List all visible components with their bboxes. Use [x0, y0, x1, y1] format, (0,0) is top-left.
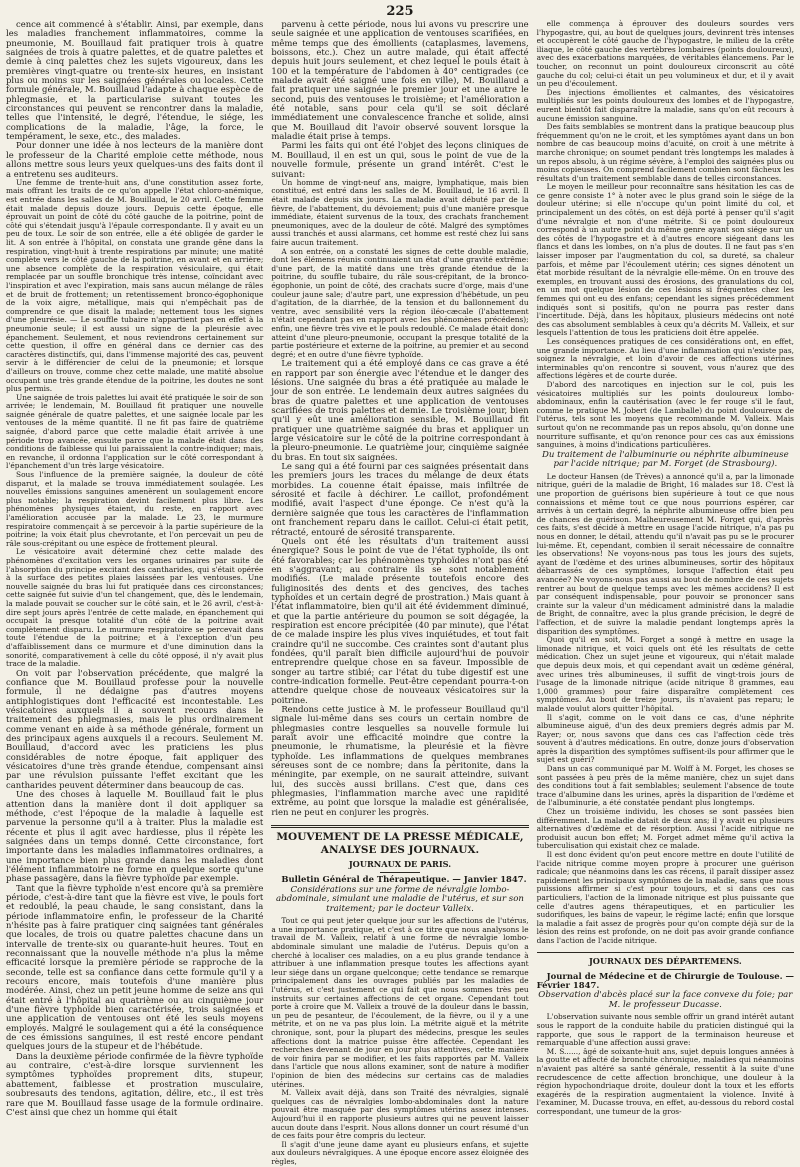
column-1 [6, 20, 263, 1130]
section-divider [271, 825, 528, 828]
paragraph: Il est donc évident qu'on peut encore mettre en doute l'utilité de l'acide nitrique comme moyen propre à procurer une guérison radicale; que néanmoins dans les cas récens, il paraît dissiper assez rapidement les principaux symptômes de la maladie, sans que nous puissions affirmer si c'est pour toujours, et si dans ces cas particuliers, l'action de la limonade nitrique est plus puissante que celle d'autres agens thérapeutiques, et en particulier les sudorifiques, les bains de vapeur, le régime lacté; enfin que lorsque la maladie a fait assez de progrès pour qu'on compte déjà sur de la lésion des reins est profonde, on ne doit pas avoir grande confiance dans l'action de l'acide nitrique. [536, 850, 794, 945]
paragraph: Dans un cas communiqué par M. Wolff à M. Forget, les choses se sont passées à peu près de la même manière, chez un sujet dans des conditions tout à fait semblables; seulement l'absence de toute trace d'albumine dans les urines, après la disparition de l'œdème et de l'albuminurie, a été constatée pendant plus longtemps. [536, 764, 794, 808]
paragraph: Des faits semblables se montrent dans la pratique beaucoup plus fréquemment qu'on ne le croit, et les symptômes ayant dans un bon nombre de cas beaucoup moins d'acuité, on croit à une métrite à marche chronique; on soumet pendant très longtemps les malades à un repos absolu, à un régime sévère, à l'emploi des saignées plus ou moins copieuses. On comprend facilement combien sont fâcheux les résultats d'un traitement semblable dans de telles circonstances. [536, 122, 794, 183]
paragraph: Il s'agit d'une jeune dame ayant eu plusieurs enfans, et sujette aux douleurs névralgiques. A une époque encore assez éloignée des règles, [271, 1139, 529, 1166]
title-underline [645, 969, 685, 970]
subsection-title-text: JOURNAUX DES DÉPARTEMENS. [588, 955, 742, 966]
page-number: 225 [386, 4, 414, 19]
column-3 [537, 20, 794, 1130]
paragraph: cence ait commencé à s'établir. Ainsi, par exemple, dans les maladies franchement inflammatoires, comme la pneumonie, M. Bouillaud fait pratiquer trois à quatre saignées de trois à quatre palettes, et de quatre palettes et demie à cinq palettes chez les sujets vigoureux, dans les premières vingt-quatre ou trente-six heures, en insistant plus ou moins sur les saignées générales ou locales. Cette formule générale, M. Bouillaud l'adapte à chaque espèce de phlegmasie, et la particularise suivant toutes les circonstances qui peuvent se rencontrer dans la maladie, telles que l'intensité, le degré, l'étendue, le siége, les complications de la maladie, l'âge, la force, le tempérament, le sexe, etc., des malades. [6, 19, 264, 142]
paragraph: D'abord des narcotiques en injection sur le col, puis les vésicatoires multipliés sur les points douloureux lombo-abdominaux, enfin la cautérisation (avec le fer rouge s'il le faut, comme le pratique M. Jobert (de Lamballe) du point douloureux de l'utérus, tels sont les moyens que recommande M. Valleix. Mais surtout qu'on ne recommande pas un repos absolu, qu'on donne une nourriture suffisante, et qu'on renonce pour ces cas aux émissions sanguines, à moins d'indications particulières. [536, 379, 794, 450]
paragraph: Le moyen le meilleur pour reconnaître sans hésitation les cas de ce genre consiste 1° à noter avec le plus grand soin le siége de la douleur utérine; si elle n'occupe qu'un point limité du col, et principalement un des côtés, on est déjà porté à penser qu'il s'agit d'une névralgie et non d'une métrite. Si ce point douloureux correspond à un autre point du même genre ayant son siége sur un des côtés de l'hypogastre et à d'autres encore siégeant dans les flancs et dans les lombes, on n'a plus de doutes. Il ne faut pas s'en laisser imposer par l'augmentation du col, sa dureté, sa chaleur parfois, et même par l'écoulement utérin; ces signes dénotent un état morbide résultant de la névralgie elle-même. On en trouve des exemples, en trouvant aussi des érosions, des granulations du col, en un mot quelque lésion de ces lésions si fréquentes chez les femmes qui ont eu des enfans; cependant les signes précédemment indiqués sont si positifs, qu'on ne pourra pas rester dans l'incertitude. Déjà, dans les hôpitaux, plusieurs médecins ont noté des cas absolument semblables à ceux qu'a décrits M. Valleix, et sur lesquels l'attention de tous les praticiens doit être appelée. [536, 182, 794, 338]
journal-source: Journal de Médecine et de Chirurgie de Toulouse. — Février 1847. [536, 970, 794, 990]
journal-source: Bulletin Général de Thérapeutique. — Janvier 1847. [281, 874, 527, 885]
paragraph: M. Valleix avait déjà, dans son Traité des névralgies, signalé quelques cas de névralgies lombo-abdominales dont la nature pouvait être masquée par des symptômes utérins assez intenses. Aujourd'hui il en rapporte plusieurs autres qui ne peuvent laisser aucun doute dans l'esprit. Nous allons donner un court résumé d'un de ces faits pour être compris du lecteur. [271, 1088, 529, 1141]
paragraph: Les conséquences pratiques de ces considérations ont, en effet, une grande importance. Au lieu d'une inflammation qui n'existe pas, soignez la névralgie, et loin d'avoir de ces affections utérines interminables qu'on rencontre si souvent, vous n'aurez que des affections légères et de courte durée. [536, 336, 794, 381]
paragraph: Il s'agit, comme on le voit dans ce cas, d'une néphrite albumineuse aiguë, d'un des deux premiers degrés admis par M. Rayer; or, nous savons que dans ces cas l'affection cède très souvent à d'autres médications. En outre, donze jours d'observation après la disparition des symptômes suffisent-ils pour affirmer que le sujet est guéri? [536, 712, 794, 765]
title-underline [380, 872, 420, 873]
subsection-title [271, 859, 528, 873]
paragraph: M. S......, âgé de soixante-huit ans, sujet depuis longues années à la goutte et affecté de bronchite chronique, maladies qui néanmoins n'avaient pas altéré sa santé générale, ressentit à la suite d'une recrudescence de cette affection bronchique, une douleur à la région hypochondriaque droite, douleur dont la toux et les efforts exagérés de la respiration augmentaient la violence. Invité à l'examiner, M. Ducasse trouva, en effet, au-dessous du rebord costal correspondant, une tumeur de la gros- [536, 1046, 794, 1116]
paragraph: Parmi les faits qui ont été l'objet des leçons cliniques de M. Bouillaud, il en est un qui, sous le point de vue de la nouvelle formule, présente un grand intérêt. C'est le suivant: [271, 140, 529, 179]
article-title: Observation d'abcès placé sur la face convexe du foie; par M. le professeur Ducasse. [538, 990, 793, 1010]
paragraph: Des injections émollientes et calmantes, des vésicatoires multipliés sur les points douloureux des lombes et de l'hypogastre, eurent bientôt fait disparaître la maladie, sans qu'on eût recours à aucune émission sanguine. [536, 87, 794, 123]
paragraph: Dans la deuxième période confirmée de la fièvre typhoïde au contraire, c'est-à-dire lorsque surviennent les symptômes typhoïdes proprement dits, stupeur, abattement, faiblesse et prostration musculaire, soubresauts des tendons, agitation, délire, etc., il est très rare que M. Bouillaud fasse usage de la formule ordinaire. C'est ainsi que chez un homme qui était [6, 1050, 264, 1117]
subsection-title [537, 956, 794, 970]
paragraph: Pour donner une idée à nos lecteurs de la manière dont le professeur de la Charité emploie cette méthode, nous allons mettre sous leurs yeux quelques-uns des faits dont il a entretenu ses auditeurs. [6, 140, 264, 179]
section-divider [537, 952, 794, 953]
paragraph: elle commença à éprouver des douleurs sourdes vers l'hypogastre, qui, au bout de quelques jours, devinrent très intenses et occupèrent le côté gauche de l'hypogastre, le milieu de la crête iliaque, le côté gauche des vertèbres lombaires (points douloureux), avec des exacerbations marquées, de véritables élancemens. Par le toucher, on reconnut un point douloureux circonscrit au côté gauche du col; celui-ci était un peu volumineux et dur, et il y avait un peu d'écoulement. [536, 19, 794, 89]
paragraph: On voit par l'observation précédente, que malgré la confiance que M. Bouillaud professe pour la nouvelle formule, il ne dédaigne pas d'autres moyens antiphlogistiques dont l'efficacité est incontestable. Les vésicatoires auxquels il a souvent recours dans le traitement des phlegmasies, mais le plus ordinairement comme venant en aide à sa méthode générale, forment un des principaux agens auxquels il a recours. Seulement M. Bouillaud, d'accord avec les praticiens les plus considérables de notre époque, fait appliquer des vésicatoires d'une très grande étendue, compensant ainsi par une révulsion puissante l'effet excitant que les cantharides peuvent déterminer dans beaucoup de cas. [6, 667, 264, 790]
paragraph: parvenu à cette période, nous lui avons vu prescrire une seule saignée et une application de ventouses scarifiées, en même temps que des émollients (cataplasmes, lavemens, boissons, etc.). Chez un autre malade, qui était affecté depuis huit jours seulement, et chez lequel le pouls était à 100 et la température de l'abdomen à 40° centigrades (ce malade avait été saigné une fois en ville), M. Bouillaud a fait pratiquer une saignée le premier jour et une autre le second, puis des ventouses le troisième; et l'amélioration a été notable, sans pour cela qu'il se soit déclaré immédiatement une convalescence franche et solide, ainsi que M. Bouillaud dit l'avoir observé souvent lorsque la maladie était prise à temps. [271, 19, 529, 142]
paragraph: Chez un troisième individu, les choses se sont passées bien différemment. La maladie datait de deux ans; il y avait eu plusieurs alternatives d'œdème et de résorption. Aussi l'acide nitrique ne produisit aucun bon effet; M. Forget admet même qu'il activa la tuberculisation qui existait chez ce malade. [536, 807, 794, 851]
case-report-paragraph: Le vésicatoire avait déterminé chez cette malade des phénomènes d'excitation vers les organes urinaires par suite de l'absorption du principe excitant des cantharides, qui s'était opérée à la surface des petites plaies laissées par les ventouses. Une nouvelle saignée du bras lui fut pratiquée dans ces circonstances; cette saignée fut suivie d'un tel changement, que, dès le lendemain, la malade pouvait se coucher sur le côté sain, et le 26 avril, c'est-à-dire sept jours après l'entrée de cette malade, en épanchement qui occupait la presque totalité d'un côté de la poitrine avait complètement disparu. Le murmure respiratoire se percevait dans toute l'étendue de la poitrine; et à l'exception d'un peu d'affaiblissement dans ce murmure et d'une diminution dans la sonorité, comparativement à celle du côté opposé, il n'y avait plus trace de la maladie. [6, 547, 264, 669]
paragraph: L'observation suivante nous semble offrir un grand intérêt autant sous le rapport de la conduite habile du praticien distingué qui la rapporte, que sous le rapport de la terminaison heureuse et remarquable d'une affection aussi grave: [536, 1012, 794, 1048]
case-report-paragraph: Un homme de vingt-neuf ans, maigre, lymphatique, mais bien constitué, est entré dans les salles de M. Bouillaud, le 16 avril. Il était malade depuis six jours. La maladie avait débuté par de la fièvre, de l'abattement, du dévoiement; puis d'une manière presque immédiate, étaient survenus de la toux, des crachats franchement pneumoniques, avec de la douleur de côté. Malgré des symptômes aussi tranchés et aussi alarmans, cet homme est resté chez lui sans faire aucun traitement. [271, 177, 529, 247]
paragraph: Une des choses à laquelle M. Bouillaud fait le plus attention dans la manière dont il doit appliquer sa méthode, c'est l'époque de la maladie à laquelle est parvenue la personne qu'il a à traiter. Plus la maladie est récente et plus il agit avec hardiesse, plus il répète les saignées dans un temps donné. Cette circonstance, fort importante dans les maladies inflammatoires ordinaires, a une importance bien plus grande dans les maladies dont l'élément inflammatoire ne forme en quelque sorte qu'une phase passagère, dans la fièvre typhoïde par exemple. [6, 789, 264, 884]
column-2 [271, 19, 529, 1166]
paragraph: Quels ont été les résultats d'un traitement aussi énergique? Sous le point de vue de l'état typhoïde, ils ont été favorables; car les phénomènes typhoïdes n'ont pas été en s'aggravant; au contraire ils se sont notablement modifiés. (Le malade présente toutefois encore des fuliginosités des dents et des gencives, des taches typhoïdes et un certain degré de prostration.) Mais quant à l'état inflammatoire, bien qu'il ait été évidemment diminué, et que la partie antérieure du poumon se soit dégagée, la respiration est encore précipitée (40 par minute), que l'état de ce malade inspire les plus vives inquiétudes, et tout fait craindre qu'il ne succombe. Ces craintes sont d'autant plus fondées, qu'il paraît bien difficile aujourd'hui de pouvoir entreprendre quelque chose en sa faveur. Impossible de songer au tartre stibié; car l'état du tube digestif est une contre-indication formelle. Peut-être cependant pourra-t-on attendre quelque chose de nouveaux vésicatoires sur la poitrine. [271, 535, 529, 705]
paragraph: Le traitement qui a été employé dans ce cas grave a été en rapport par son énergie avec l'étendue et le danger des lésions. Une saignée du bras a été pratiquée au malade le jour de son entrée. Le lendemain deux autres saignées du bras de quatre palettes et une application de ventouses scarifiées de trois palettes et demie. Le troisième jour, bien qu'il y eût une amélioration sensible, M. Bouillaud fit pratiquer une quatrième saignée du bras et appliquer un large vésicatoire sur le côté de la poitrine correspondant à la pleuro-pneumonie. Le quatrième jour, cinquième saignée du bras. En tout six saignées. [271, 358, 529, 462]
case-report-paragraph: Sous l'influence de la première saignée, la douleur de côté disparut, et la malade se trouva immédiatement soulagée. Les nouvelles émissions sanguines amenèrent un soulagement encore plus notable; la respiration devint facilement plus libre. Les phénomènes physiques étaient, du reste, en rapport avec l'amélioration accusée par la malade. Le 23, le murmure respiratoire commençait à se percevoir à la partie supérieure de la poitrine; la voix était plus chevrotante, et l'on percevait un peu de râle sous-crépitant ou une espèce de frottement pleural. [6, 470, 264, 548]
columns [6, 19, 794, 1166]
paragraph: Le docteur Hansen (de Trèves) a annoncé qu'il a, par la limonade nitrique, guéri de la maladie de Bright, 16 malades sur 18. C'est là une proportion de guérisons bien supérieure à tout ce que nous connaissions et même tout ce que nous pourrions espérer, car arrivés à un certain degré, la néphrite albumineuse offre bien peu de chances de guérison. Malheureusement M. Forget qui, d'après ces faits, s'est décidé à mettre en usage l'acide nitrique, n'a pas pu nous en donner, le détail, attendu qu'il n'avait pas pu se le procurer lui-même. Et, cependant, combien il serait nécessaire de connaître les observations! Ne voyons-nous pas tous les jours des sujets, ayant de l'œdème et des urines albumineuses, sortir des hôpitaux débarrassés de ces symptômes, lorsque l'affection était peu avancée? Ne voyons-nous pas aussi au bout de nombre de ces sujets rentrer au bout de quelque temps avec les mêmes accidens? Il est par conséquent indispensable, pour pouvoir se prononcer sans crainte sur la valeur d'un médicament administré dans la maladie de Bright, de connaître, avec la plus grande précision, le degré de l'affection, et de suivre la maladie pendant longtemps après la disparition des symptômes. [536, 471, 794, 636]
paragraph: Rendons cette justice à M. le professeur Bouillaud qu'il signale lui-même dans ses cours un certain nombre de phlegmasies contre lesquelles sa nouvelle formule lui paraît avoir une efficacité moindre que contre la pneumonie, le rhumatisme, la pleurésie et la fièvre typhoïde. Les inflammations de quelques membranes séreuses sont de ce nombre; dans la péritonite, dans la méningite, par exemple, on ne saurait atteindre, suivant lui, des succès aussi brillans. C'est que, dans ces phlegmasies, l'inflammation marche avec une rapidité extrême, au point que lorsque la maladie est généralisée, rien ne peut en conjurer les progrès. [271, 704, 529, 817]
article-title: Considérations sur une forme de névralgie lombo-abdominale, simulant une maladie de l'utérus, et sur son traitement; par le docteur Valleix. [276, 884, 524, 914]
article-title: Du traitement de l'albuminurie ou néphrite albumineuse par l'acide nitrique; par M. Forget (de Strasbourg). [541, 449, 789, 470]
subsection-title-text: JOURNAUX DE PARIS. [348, 859, 452, 870]
paragraph: Tout ce qui peut jeter quelque jour sur les affections de l'utérus, a une importance pratique, et c'est à ce titre que nous analysons le travail de M. Valleix, relatif à une forme de névralgie lombo-abdominale simulant une maladie de l'utérus. Depuis qu'on a cherché à localiser ces maladies, on a eu plus grande tendance à attribuer à une inflammation presque toutes les affections ayant leur siége dans un organe quelconque; cette tendance se remarque principalement dans les ouvrages publiés par les maladies de l'utérus, et c'est justement ce qui fait que nous sommes très peu instruits sur certaines affections de cet organe. Cependant tout porte à croire que M. Valleix a trouvé de la douleur dans le bassin, un peu de pesanteur, de l'écoulement, de la fièvre, ou il y a une métrite, et on ne va pas plus loin. La métrite aiguë et la métrite chronique, sont, pour la plupart des médecins, presque les seules affections dont la matrice puisse être affectée. Cependant les recherches devenant de jour en jour plus attentives, cette manière de voir finira par se modifier, et les faits rapportés par M. Valleix dans l'article que nous allons examiner, sont de nature à modifier l'opinion de bien des médecins sur certains cas de maladies utérines. [271, 916, 529, 1089]
section-title: MOUVEMENT DE LA PRESSE MÉDICALE, ANALYSE DES JOURNAUX. [276, 831, 524, 857]
case-report-paragraph: Une saignée de trois palettes lui avait été pratiquée le soir de son arrivée; le lendemain, M. Bouillaud fit pratiquer une nouvelle saignée générale de quatre palettes, et une saignée locale par les ventouses de la même quantité. Il ne fit pas faire de quatrième saignée, d'abord parce que cette maladie était arrivée à une période trop avancée, ensuite parce que la malade était dans des conditions de faiblesse qui lui paraissaient la contre-indiquer; mais, en revanche, il ordonna l'application sur le côté correspondant à l'épanchement d'un très large vésicatoire. [6, 392, 264, 471]
case-report-paragraph: Une femme de trente-huit ans, d'une constitution assez forte, mais offrant les traits de ce qu'on appelle l'état chloro-anémique, est entrée dans les salles de M. Bouillaud, le 20 avril. Cette femme était malade depuis douze jours. Depuis cette époque, elle éprouvait un point de côté du côté gauche de la poitrine, point de côté qui s'étendait jusqu'à l'épaule correspondante. Il y avait eu un peu de toux. Le soir de son entrée, elle a été obligée de garder le lit. A son entrée à l'hôpital, on constata une grande gêne dans la respiration, vingt-huit à trente respirations par minute; une matité complète vers le côté gauche de la poitrine, en avant et en arrière; une absence complète de la respiration vésiculaire, qui était remplacée par un souffle bronchique très intense, coïncidant avec l'inspiration et avec l'expiration, mais sans aucun mélange de râles et de bruit de frottement; un retentissement bronco-égophonique de la voix aigre, métallique, mais qui n'empêchait pas de comprendre ce que disait la malade; nettement tous les signes d'une pleurésie. — Le souffle tubaire n'appartient pas en effet à la pneumonie seule; il est aussi un signe de la pleurésie avec épanchement. Seulement, et nous reviendrons certainement sur cette question, il offre en général dans ce dernier cas des caractères distinctifs, qui, dans l'immense majorité des cas, peuvent servir à le différencier de celui de la pneumonie; et lorsque d'ailleurs on trouve, comme chez cette malade, une matité absolue occupant une très grande étendue de la poitrine, les doutes ne sont plus permis. [6, 177, 264, 394]
paragraph: Le sang qui a été fourni par ces saignées présentait dans les premiers jours les traces du mélange de deux états morbides. La couenne était épaisse, mais infiltrée de sérosité et facile à déchirer. Le caillot, profondément modifié, avait l'aspect d'une éponge. Ce n'est qu'à la dernière saignée que tous les caractères de l'inflammation ont franchement reparu dans le caillot. Celui-ci était petit, rétracté, entouré de sérosité transparente. [271, 461, 529, 537]
case-report-paragraph: A son entrée, on a constaté les signes de cette double maladie, dont les élémens réunis continuaient un état d'une gravité extrême: d'une part, de la matité dans une très grande étendue de la poitrine, du souffle tubaire, du râle sous-crépitant, de la bronco-égophonie, un point de côté, des crachats sucre d'orge, mais d'une couleur jaune sale; d'autre part, une expression d'hébétude, un peu d'agitation, de la diarrhée, de la tension et du ballonnement du ventre, avec sensibilité vers la région iléo-cæcale (l'abattement n'était cependant pas en rapport avec les phénomènes précédens); enfin, une fièvre très vive et le pouls redoublé. Ce malade était donc atteint d'une pleuro-pneumonie, occupant la presque totalité de la partie postérieure et externe de la poitrine, au premier et au second degré; et en outre d'une fièvre typhoïde. [271, 246, 529, 359]
paragraph: Tant que la fièvre typhoïde n'est encore qu'à sa première période, c'est-à-dire tant que la fièvre est vive, le pouls fort et redoublé, la peau chaude, le sang consistant, dans la période inflammatoire enfin, le professeur de la Charité n'hésite pas à faire pratiquer cinq saignées tant générales que locales, de trois ou quatre palettes chacune dans un intervalle de trente-six ou quarante-huit heures. Tout en reconnaissant que la nouvelle méthode n'a plus la même efficacité lorsque la première période se rapproche de la seconde, telle est sa confiance dans cette formule qu'il y a recours encore, mais toutefois d'une manière plus modérée. Ainsi, chez un petit jeune homme de seize ans qui était entré à l'hôpital au quatrième ou au cinquième jour d'une fièvre typhoïde bien caractérisée, trois saignées et une application de ventouses ont été les seuls moyens employés. Malgré le soulagement qui a été la conséquence de ces émissions sanguines, il est resté encore pendant quelques jours de la stupeur et de l'hébétude. [6, 882, 264, 1052]
paragraph: Quoi qu'il en soit, M. Forget a songé à mettre en usage la limonade nitrique, et voici quels ont été les résultats de cette médication. Chez un sujet jeune et vigoureux, qui n'était malade que depuis deux mois, et qui cependant avait un œdème général, avec urines très albumineuses, il suffit de vingt-trois jours de l'usage de la limonade nitrique (acide nitrique 8 grammes, eau 1,000 grammes) pour faire disparaître complètement ces symptômes. Au bout de treize jours, ils n'avaient pas reparu; le malade voulut alors quitter l'hôpital. [536, 635, 794, 713]
